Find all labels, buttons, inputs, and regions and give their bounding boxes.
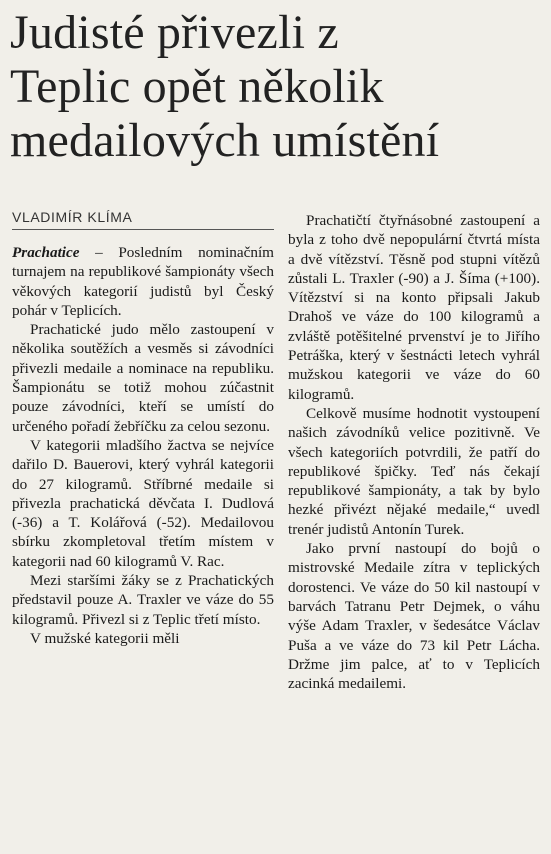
- headline-line-3: medailových umístění: [10, 114, 440, 167]
- paragraph: Celkově musíme hodnotit vystoupení našich závodníků velice pozitivně. Ve všech kategoriích potvrdili, že patří do republikové špičky. Teď nás čekají republikové šampionáty, a tak by bylo hezké přivézt nějaké medaile,“ uvedl trenér judistů Antonín Turek.: [288, 404, 540, 538]
- headline-line-1: Judisté přivezli z: [10, 6, 339, 59]
- byline: VLADIMÍR KLÍMA: [12, 209, 274, 230]
- paragraph: Prachatičtí čtyřnásobné zastoupení a byla z toho dvě nepopulární čtvrtá místa a dvě vítězství. Těsně pod stupni vítězů zůstali L. Traxler (-90) a J. Šíma (+100). Vítězství si na konto připsali Jakub Drahoš ve váze do 100 kilogramů a zvláště potěšitelné prvenství je to Jiřího Petráška, který v šestnácti letech vyhrál mužskou kategorii ve váze do 60 kilogramů.: [288, 212, 540, 403]
- dateline: Prachatice: [12, 244, 80, 261]
- paragraph: V mužské kategorii měli: [30, 629, 180, 647]
- article-column-right: [288, 211, 540, 693]
- paragraph: Jako první nastoupí do bojů o mistrovské Medaile zítra v teplických dorostenci. Ve váze do 50 kil nastoupí v barvách Tatranu Petr Dejmek, o váhu výše Adam Traxler, v šedesátce Václav Puša a ve váze do 73 kil Petr Lácha. Držme jim palce, ať to v Teplicích zacinká medailemi.: [288, 540, 540, 693]
- article-column-left: [12, 243, 274, 648]
- headline: [10, 6, 545, 168]
- lead-text: – Posledním nominačním turnajem na republikové šampionáty všech věkových kategorií judistů byl Český pohár v Teplicích.: [12, 244, 274, 319]
- paragraph-lead: [12, 243, 274, 320]
- paragraph: V kategorii mladšího žactva se nejvíce dařilo D. Bauerovi, který vyhrál kategorii do 27 kilogramů. Stříbrné medaile si přivezla prachatická děvčata I. Dudlová (-36) a T. Kolářová (-52). Medailovou sbírku zkompletoval třetím místem v kategorii nad 60 kilogramů V. Rac.: [12, 436, 274, 570]
- paragraph: Mezi staršími žáky se z Prachatických představil pouze A. Traxler ve váze do 55 kilogramů. Přivezl si z Teplic třetí místo.: [12, 572, 274, 628]
- paragraph: Prachatické judo mělo zastoupení v několika soutěžích a vesměs si závodníci přivezli medaile a nominace na republiku. Šampionátu se totiž mohou zúčastnit pouze závodníci, kteří se umístí do určeného pořadí žebříčku za celou sezonu.: [12, 321, 274, 435]
- headline-line-2: Teplic opět několik: [10, 60, 384, 113]
